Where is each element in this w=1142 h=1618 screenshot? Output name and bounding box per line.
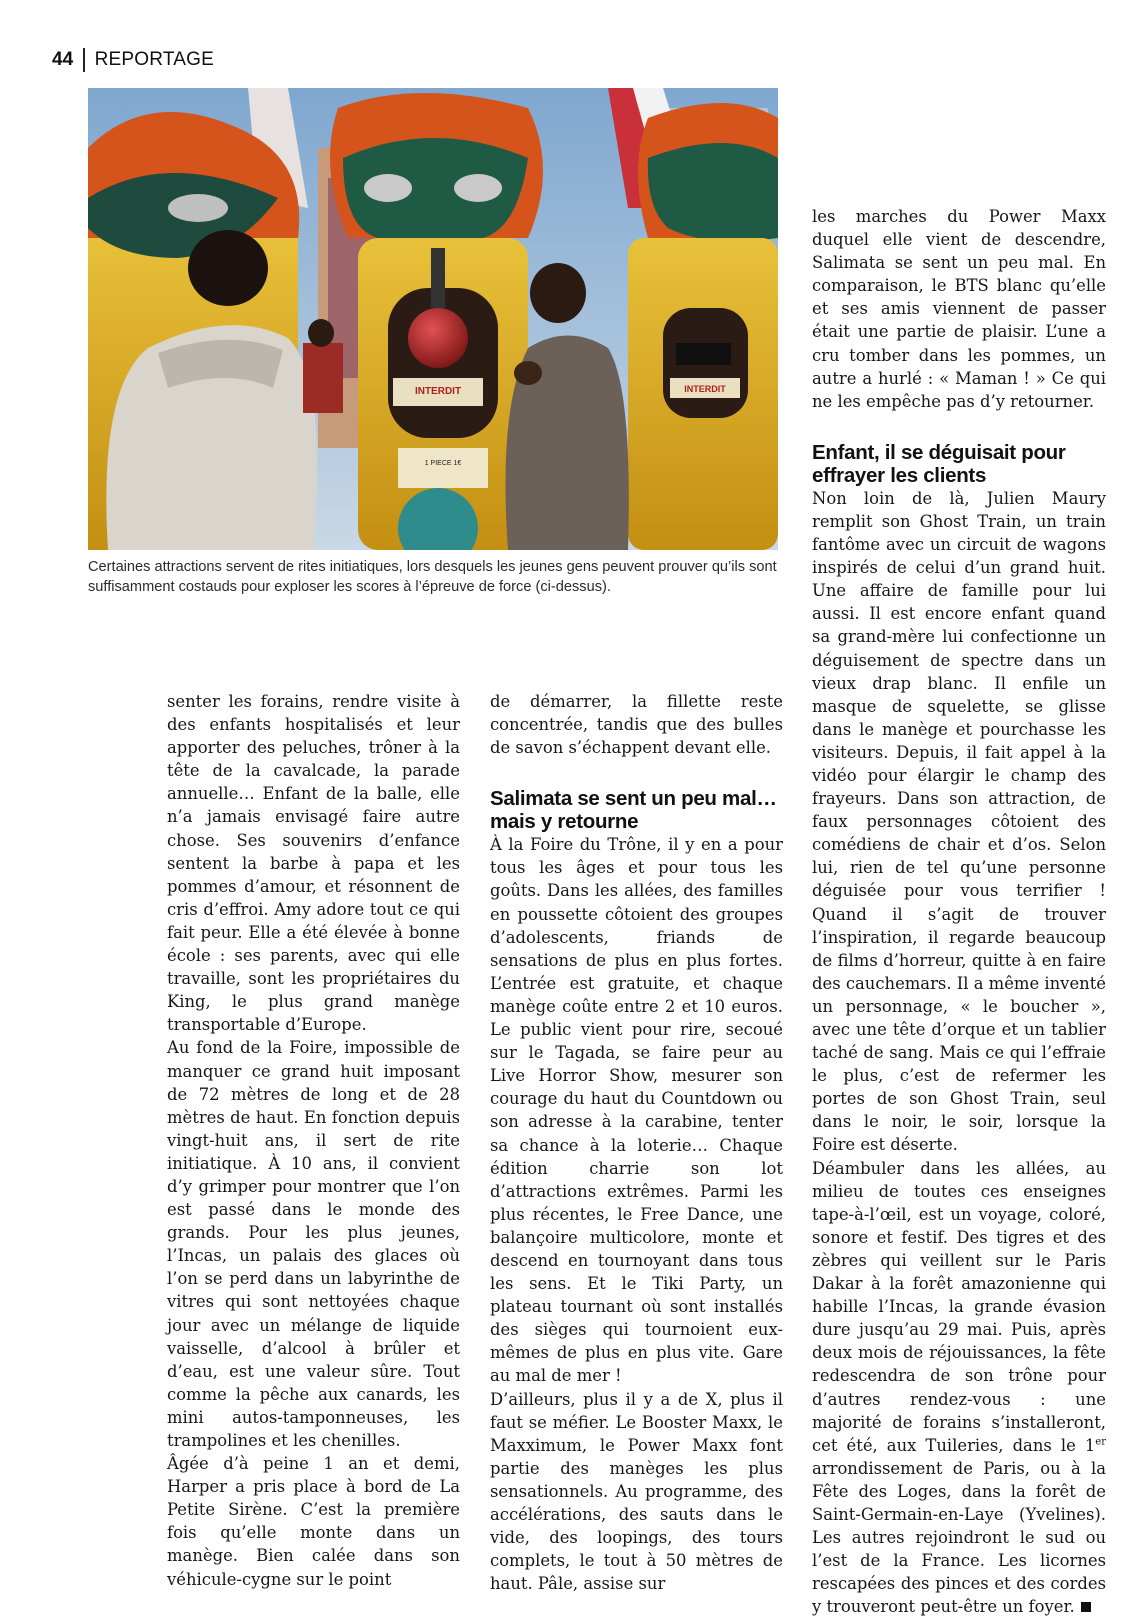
- page-header: [52, 48, 214, 72]
- article-column-3: [812, 205, 1106, 1618]
- header-divider: [83, 48, 85, 72]
- paragraph: À la Foire du Trône, il y en a pour tous les âges et pour tous les goûts. Dans les allées, des familles en poussette côtoient des groupes d’adolescents, friands de sensations de plus en plus fortes. L’entrée est gratuite, et chaque manège coûte entre 2 et 10 euros. Le public vient pour rire, secoué sur le Tagada, se faire peur au Live Horror Show, mesurer son courage du haut du Countdown ou son adresse à la carabine, tenter sa chance à la loterie… Chaque édition charrie son lot d’attractions extrêmes. Parmi les plus récentes, le Free Dance, une balançoire multicolore, monte et descend en tournoyant dans tous les sens. Et le Tiki Party, un plateau tournant où sont installés des sièges qui tournoient eux-mêmes de plus en plus vite. Gare au mal de mer !: [490, 835, 783, 1386]
- paragraph: les marches du Power Maxx duquel elle vient de descendre, Salimata se sent un peu mal. En comparaison, le BTS blanc qu’elle et ses amis viennent de passer était une partie de plaisir. L’une a cru tomber dans les pommes, un autre a hurlé : « Maman ! » Ce qui ne les empêche pas d’y retourner.: [812, 207, 1106, 411]
- paragraph-text: Déambuler dans les allées, au milieu de toutes ces enseignes tape-à-l’œil, est un voyage, coloré, sonore et festif. Des tigres et des zèbres qui veillent sur le Paris Dakar à la forêt amazonienne qui habille l’Incas, la grande évasion dure jusqu’au 29 mai. Puis, après deux mois de réjouissances, la fête redescendra de son trône pour d’autres rendez-vous : une majorité de forains s’installeront, cet été, aux Tuileries, dans le 1: [812, 1158, 1106, 1455]
- paragraph: Non loin de là, Julien Maury remplit son Ghost Train, un train fantôme avec un circuit de wagons inspirés de celui d’un grand huit. Une affaire de famille pour lui aussi. Il est encore enfant quand sa grand-mère lui confectionne un déguisement de spectre dans un vieux drap blanc. Il enfile un masque de squelette, se glisse dans le manège et pourchasse les visiteurs. Depuis, il fait appel à la vidéo pour élargir le champ des frayeurs. Dans son attraction, de faux personnages côtoient des comédiens de chair et d’os. Selon lui, rien de tel qu’une personne déguisée pour vous terrifier ! Quand il s’agit de trouver l’inspiration, il regarde beaucoup de films d’horreur, quitte à en faire des cauchemars. Il a même inventé un personnage, « le boucher », avec une tête d’orque et un tablier taché de sang. Mais ce qui l’effraie le plus, c’est de refermer les portes de son Ghost Train, seul dans le noir, le soir, lorsque la Foire est déserte.: [812, 488, 1106, 1155]
- fairground-photo: [88, 88, 778, 550]
- page-number: 44: [52, 49, 74, 70]
- paragraph: D’ailleurs, plus il y a de X, plus il faut se méfier. Le Booster Maxx, le Maxximum, le Power Maxx font partie des manèges les plus sensationnels. Au programme, des accélérations, des sauts dans le vide, des loopings, des tours complets, le tout à 50 mètres de haut. Pâle, assise sur: [490, 1389, 783, 1594]
- paragraph-text: arrondissement de Paris, ou à la Fête des Loges, dans la forêt de Saint-Germain-en-Laye (Yvelines). Les autres rejoindront le sud ou l’est de la France. Les licornes rescapées des pinces et des cordes y trouveront peut-être un foyer.: [812, 1458, 1106, 1617]
- section-title: REPORTAGE: [94, 49, 214, 70]
- paragraph: de démarrer, la fillette reste concentrée, tandis que des bulles de savon s’échappent devant elle.: [490, 692, 783, 758]
- ordinal-suffix: er: [1095, 1436, 1106, 1448]
- end-of-article-mark: [1081, 1602, 1091, 1612]
- subheading: Enfant, il se déguisait pour effrayer les clients: [812, 440, 1066, 487]
- photo-caption: Certaines attractions servent de rites initiatiques, lors desquels les jeunes gens peuvent prouver qu’ils sont suffisamment costauds pour exploser les scores à l’épreuve de force (ci-dessus).: [88, 559, 777, 595]
- paragraph: Âgée d’à peine 1 an et demi, Harper a pris place à bord de La Petite Sirène. C’est la première fois qu’elle monte dans un manège. Bien calée dans son véhicule-cygne sur le point: [167, 1454, 460, 1589]
- article-column-2: [490, 690, 783, 1595]
- article-column-1: [167, 690, 460, 1591]
- paragraph: Au fond de la Foire, impossible de manquer ce grand huit imposant de 72 mètres de long et de 28 mètres de haut. En fonction depuis vingt-huit ans, il sert de rite initiatique. À 10 ans, il convient d’y grimper pour montrer que l’on est passé dans le monde des grands. Pour les plus jeunes, l’Incas, un palais des glaces où l’on se perd dans un labyrinthe de vitres qui sont nettoyées chaque jour avec un mélange de liquide vaisselle, d’alcool à brûler et d’eau, est une valeur sûre. Tout comme la pêche aux canards, les mini autos-tamponneuses, les trampolines et les chenilles.: [167, 1038, 460, 1450]
- photo-price-sign: 1 PIECE 1€: [424, 460, 462, 467]
- subheading: Salimata se sent un peu mal… mais y retourne: [490, 787, 777, 834]
- paragraph: senter les forains, rendre visite à des enfants hospitalisés et leur apporter des peluches, trôner à la tête de la cavalcade, la parade annuelle… Enfant de la balle, elle n’a jamais envisagé faire autre chose. Ses souvenirs d’enfance sentent la barbe à papa et les pommes d’amour, et résonnent de cris d’effroi. Amy adore tout ce qui fait peur. Elle a été élevée à bonne école : ses parents, avec qui elle travaille, sont les propriétaires du King, le plus grand manège transportable d’Europe.: [167, 692, 460, 1035]
- photo-sign-interdit-1: INTERDIT: [414, 386, 462, 397]
- final-paragraph: [812, 1157, 1106, 1618]
- photo-sign-interdit-2: INTERDIT: [684, 384, 726, 394]
